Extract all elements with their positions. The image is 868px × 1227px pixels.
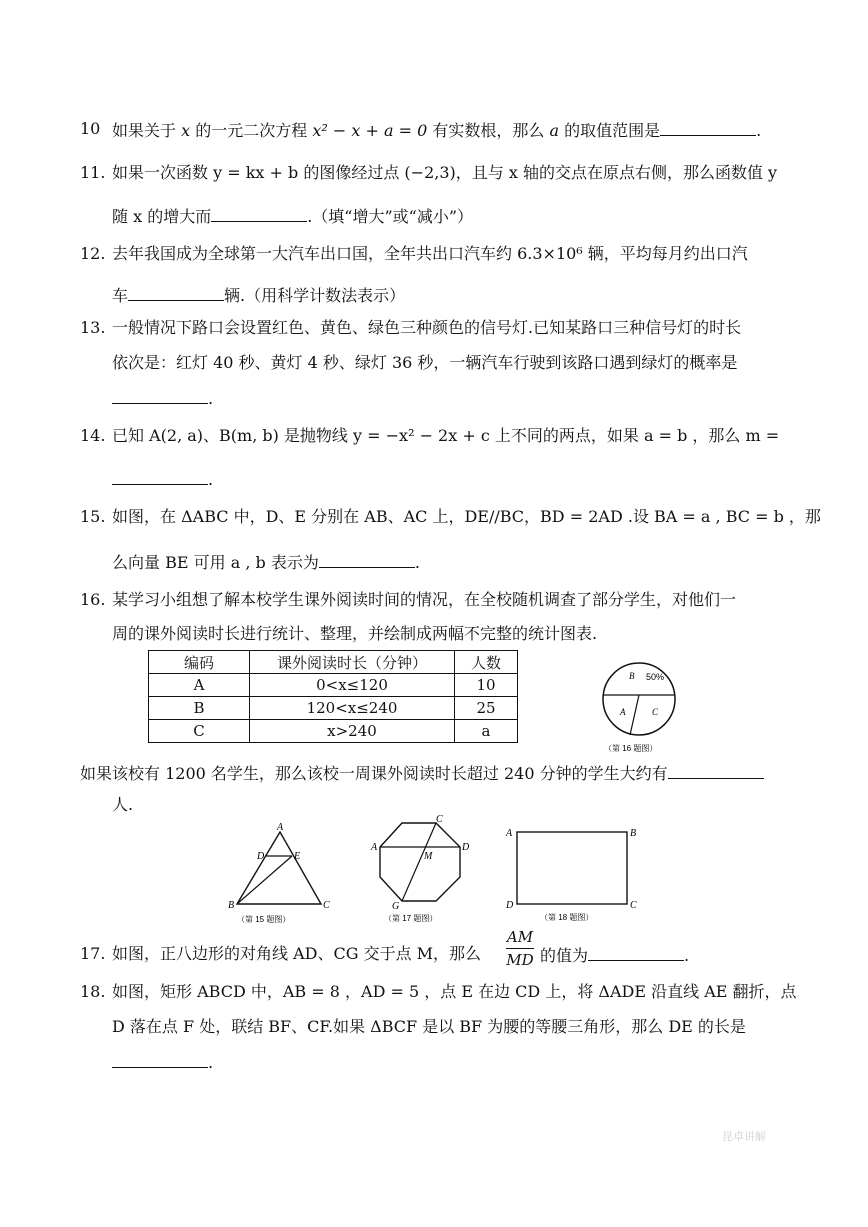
q10-end: . [756, 121, 762, 140]
question-number: 10 [80, 119, 101, 138]
table-header-row [149, 651, 518, 674]
octagon [380, 823, 460, 901]
label-c: C [630, 900, 637, 911]
q16-line3: 如果该校有 1200 名学生，那么该校一周课外阅读时长超过 240 分钟的学生大约有 [80, 764, 668, 783]
question-number: 11. [80, 163, 106, 182]
label-a: A [506, 828, 513, 839]
q17-text-pre: 如图，正八边形的对角线 AD、CG 交于点 M，那么 [112, 944, 482, 963]
fraction-numerator: AM [506, 928, 534, 946]
fraction-denominator: MD [506, 951, 534, 969]
question-number: 18. [80, 982, 106, 1001]
table-cell: 25 [455, 697, 518, 720]
pie-label-b: B [629, 671, 635, 681]
question-number: 16. [80, 590, 106, 609]
question-17 [0, 930, 868, 974]
figure-caption: （第 15 题图） [237, 915, 291, 924]
label-c: C [323, 900, 330, 911]
q18-line2: D 落在点 F 处，联结 BF、CF.如果 ΔBCF 是以 BF 为腰的等腰三角形，那么 DE 的长是 [112, 1017, 746, 1036]
question-number: 14. [80, 426, 106, 445]
q18-line3-post: . [208, 1053, 214, 1072]
q15-line2-post: . [414, 553, 420, 572]
q17-end: . [684, 946, 690, 965]
table-cell: 10 [455, 674, 518, 697]
table-row [149, 697, 518, 720]
question-number: 15. [80, 507, 106, 526]
table-row [149, 720, 518, 743]
q14-line1: 已知 A(2, a)、B(m, b) 是抛物线 y = −x² − 2x + c 上不同的两点，如果 a = b ，那么 m = [112, 426, 780, 445]
figure-15-triangle [225, 820, 335, 930]
pie-circle [603, 663, 675, 735]
label-a: A [277, 822, 284, 833]
q12-line1: 去年我国成为全球第一大汽车出口国，全年共出口汽车约 6.3×10⁶ 辆，平均每月约出口汽 [112, 244, 748, 263]
label-d: D [506, 900, 514, 911]
q17-text-post: 的值为 [540, 946, 589, 965]
label-c: C [436, 815, 443, 825]
label-d: D [257, 851, 265, 862]
q10-text-after: 有实数根，那么 [432, 121, 545, 140]
q13-line3-post: . [208, 389, 214, 408]
figure-caption: （第 18 题图） [540, 913, 594, 922]
figure-caption: （第 17 题图） [384, 914, 438, 923]
table-header: 课外阅读时长（分钟） [250, 651, 455, 674]
question-number: 13. [80, 318, 106, 337]
label-d: D [462, 842, 470, 853]
answer-blank[interactable] [668, 764, 764, 779]
q10-var-x: x [181, 121, 191, 140]
answer-blank[interactable] [588, 946, 684, 961]
q12-line2-post: 辆.（用科学计数法表示） [224, 286, 406, 305]
q17-fraction [506, 930, 534, 968]
label-g: G [392, 901, 400, 912]
q13-line2: 依次是：红灯 40 秒、黄灯 4 秒、绿灯 36 秒，一辆汽车行驶到该路口遇到绿灯的概率是 [112, 353, 738, 372]
watermark: 昆卓讲解 [722, 1130, 766, 1143]
figure-17-octagon [368, 815, 478, 930]
figure-16-pie [596, 655, 686, 755]
answer-blank[interactable] [128, 286, 224, 301]
reading-time-table [148, 650, 518, 743]
q10-text-post: 的取值范围是 [564, 121, 661, 140]
table-cell: a [455, 720, 518, 743]
label-a: A [371, 842, 378, 853]
answer-blank[interactable] [660, 121, 756, 136]
table-header: 编码 [149, 651, 250, 674]
answer-blank[interactable] [211, 207, 307, 222]
table-header: 人数 [455, 651, 518, 674]
q14-line2-post: . [208, 470, 214, 489]
q11-line1: 如果一次函数 y = kx + b 的图像经过点 (−2,3)，且与 x 轴的交点在原点右侧，那么函数值 y [112, 163, 778, 182]
question-number: 17. [80, 944, 106, 963]
q16-line1: 某学习小组想了解本校学生课外阅读时间的情况，在全校随机调查了部分学生，对他们一 [112, 590, 737, 609]
q11-line2-post: .（填“增大”或“减小”） [307, 207, 474, 226]
label-m: M [424, 851, 433, 862]
answer-blank[interactable] [112, 470, 208, 485]
q16-line2: 周的课外阅读时长进行统计、整理，并绘制成两幅不完整的统计图表. [112, 624, 598, 643]
q16-line4-post: 人. [112, 795, 134, 814]
pie-caption: （第 16 题图） [604, 744, 658, 753]
table-cell: 120<x≤240 [250, 697, 455, 720]
q15-line2-pre: 么向量 BE 可用 a , b 表示为 [112, 553, 319, 572]
q11-line2-pre: 随 x 的增大而 [112, 207, 212, 226]
q13-line1: 一般情况下路口会设置红色、黄色、绿色三种颜色的信号灯.已知某路口三种信号灯的时长 [112, 318, 742, 337]
figure-18-rectangle [500, 822, 650, 932]
table-cell: 0<x≤120 [250, 674, 455, 697]
label-e: E [294, 851, 301, 862]
q10-text-pre: 如果关于 [112, 121, 177, 140]
pie-divider-vertical [630, 695, 639, 735]
table-cell: x>240 [250, 720, 455, 743]
answer-blank[interactable] [112, 1053, 208, 1068]
q10-equation: x² − x + a = 0 [312, 121, 428, 140]
label-b: B [228, 900, 235, 911]
table-cell: C [149, 720, 250, 743]
pie-percent-b: 50% [646, 672, 665, 682]
pie-label-c: C [652, 707, 659, 717]
answer-blank[interactable] [319, 553, 415, 568]
question-number: 12. [80, 244, 106, 263]
q10-text-mid: 的一元二次方程 [195, 121, 308, 140]
q15-line1: 如图，在 ΔABC 中，D、E 分别在 AB、AC 上，DE//BC，BD = 2AD .设 BA = a , BC = b ，那 [112, 507, 821, 526]
pie-label-a: A [620, 707, 626, 717]
label-b: B [630, 828, 637, 839]
rectangle-abcd [517, 832, 627, 904]
segment-be [237, 856, 292, 904]
table-row [149, 674, 518, 697]
diagonal-cg [402, 823, 436, 901]
q12-line2-pre: 车 [112, 286, 129, 305]
q18-line1: 如图，矩形 ABCD 中，AB = 8 ，AD = 5 ，点 E 在边 CD 上，将 ΔADE 沿直线 AE 翻折，点 [112, 982, 797, 1001]
answer-blank[interactable] [112, 389, 208, 404]
table-cell: A [149, 674, 250, 697]
q10-var-a: a [549, 121, 560, 140]
table-cell: B [149, 697, 250, 720]
